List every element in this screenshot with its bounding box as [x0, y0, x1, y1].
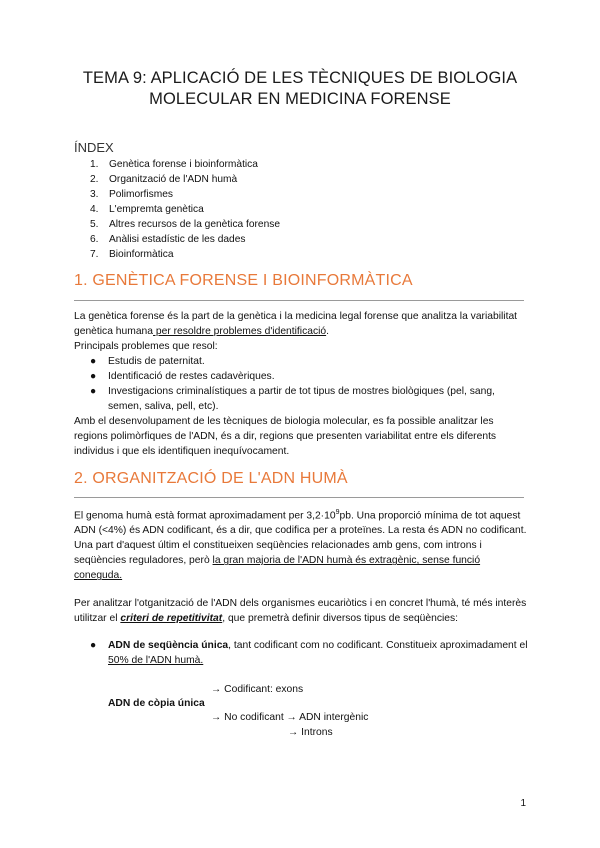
- index-item: 3. Polimorfismes: [90, 189, 173, 200]
- section-2-bullet-list: [90, 638, 530, 668]
- tree-root-label: ADN de còpia única: [108, 698, 205, 709]
- index-heading: ÍNDEX: [74, 140, 114, 155]
- section-1-paragraph-2: Principals problemes que resol:: [74, 341, 218, 352]
- index-item: 4. L'empremta genètica: [90, 204, 204, 215]
- title-line-2: MOLECULAR EN MEDICINA FORENSE: [149, 90, 451, 108]
- document-title: [60, 68, 540, 110]
- tree-introns-branch: → Introns: [288, 727, 333, 738]
- index-item: 2. Organització de l'ADN humà: [90, 174, 238, 185]
- list-item: ● Estudis de paternitat.: [90, 356, 205, 367]
- list-item: ● ADN de seqüència única, tant codificant com no codificant. Constitueix aproximadament el 50% de l'ADN humà.: [90, 640, 528, 666]
- index-list: [90, 157, 280, 262]
- index-item: 5. Altres recursos de la genètica forense: [90, 219, 281, 230]
- tree-noncoding-branch: → No codificant → ADN intergènic: [211, 712, 369, 723]
- section-2-paragraph-2: Per analitzar l'otganització de l'ADN dels organismes eucariòtics i en concret l'humà, té més interès utilitzar el criteri de repetitivitat, que premetrà definir diversos tipus de seqüències:: [74, 598, 527, 624]
- section-2-paragraph-1: El genoma humà està format aproximadament per $3,2\cdot 10^9pb$. Una proporció mínima de tot aquest ADN (<4%) és ADN codificant, és a dir, que codifica per a proteïnes. La resta és ADN no codificant. Una part d'aquest últim el constitueixen seqüències relacionades amb gens, com introns i seqüències reguladores, però la gran majoria de l'ADN humà és extragènic, sense funció coneguda.: [74, 509, 527, 582]
- index-item: 6. Anàlisi estadístic de les dades: [90, 234, 246, 245]
- index-item: 7. Bioinformàtica: [90, 249, 174, 260]
- section-1-paragraph-3: Amb el desenvolupament de les tècniques de biologia molecular, es fa possible analitzar les regions polimòrfiques de l'ADN, és a dir, regions que presenten variabilitat entre els diferents individus i que els identifiquen inequívocament.: [74, 416, 497, 457]
- section-1-paragraph-1: La genètica forense és la part de la genètica i la medicina legal forense que analitza la variabilitat genètica humana per resoldre problemes d'identificació.: [74, 311, 518, 337]
- section-2-heading: 2. ORGANITZACIÓ DE L'ADN HUMÀ: [74, 470, 348, 487]
- section-1-bullet-list: [90, 354, 530, 414]
- tree-coding-branch: → Codificant: exons: [211, 684, 304, 695]
- index-item: 1. Genètica forense i bioinformàtica: [90, 159, 258, 170]
- page-number: 1: [520, 798, 526, 809]
- section-1-heading: 1. GENÈTICA FORENSE I BIOINFORMÀTICA: [74, 272, 413, 289]
- section-2-divider: [74, 497, 524, 498]
- list-item: ● Identificació de restes cadavèriques.: [90, 371, 275, 382]
- section-1-divider: [74, 300, 524, 301]
- list-item: ● Investigacions criminalístiques a partir de tot tipus de mostres biològiques (pel, sang, semen, saliva, pell, etc).: [90, 386, 495, 412]
- title-line-1: TEMA 9: APLICACIÓ DE LES TÈCNIQUES DE BIOLOGIA: [82, 69, 518, 87]
